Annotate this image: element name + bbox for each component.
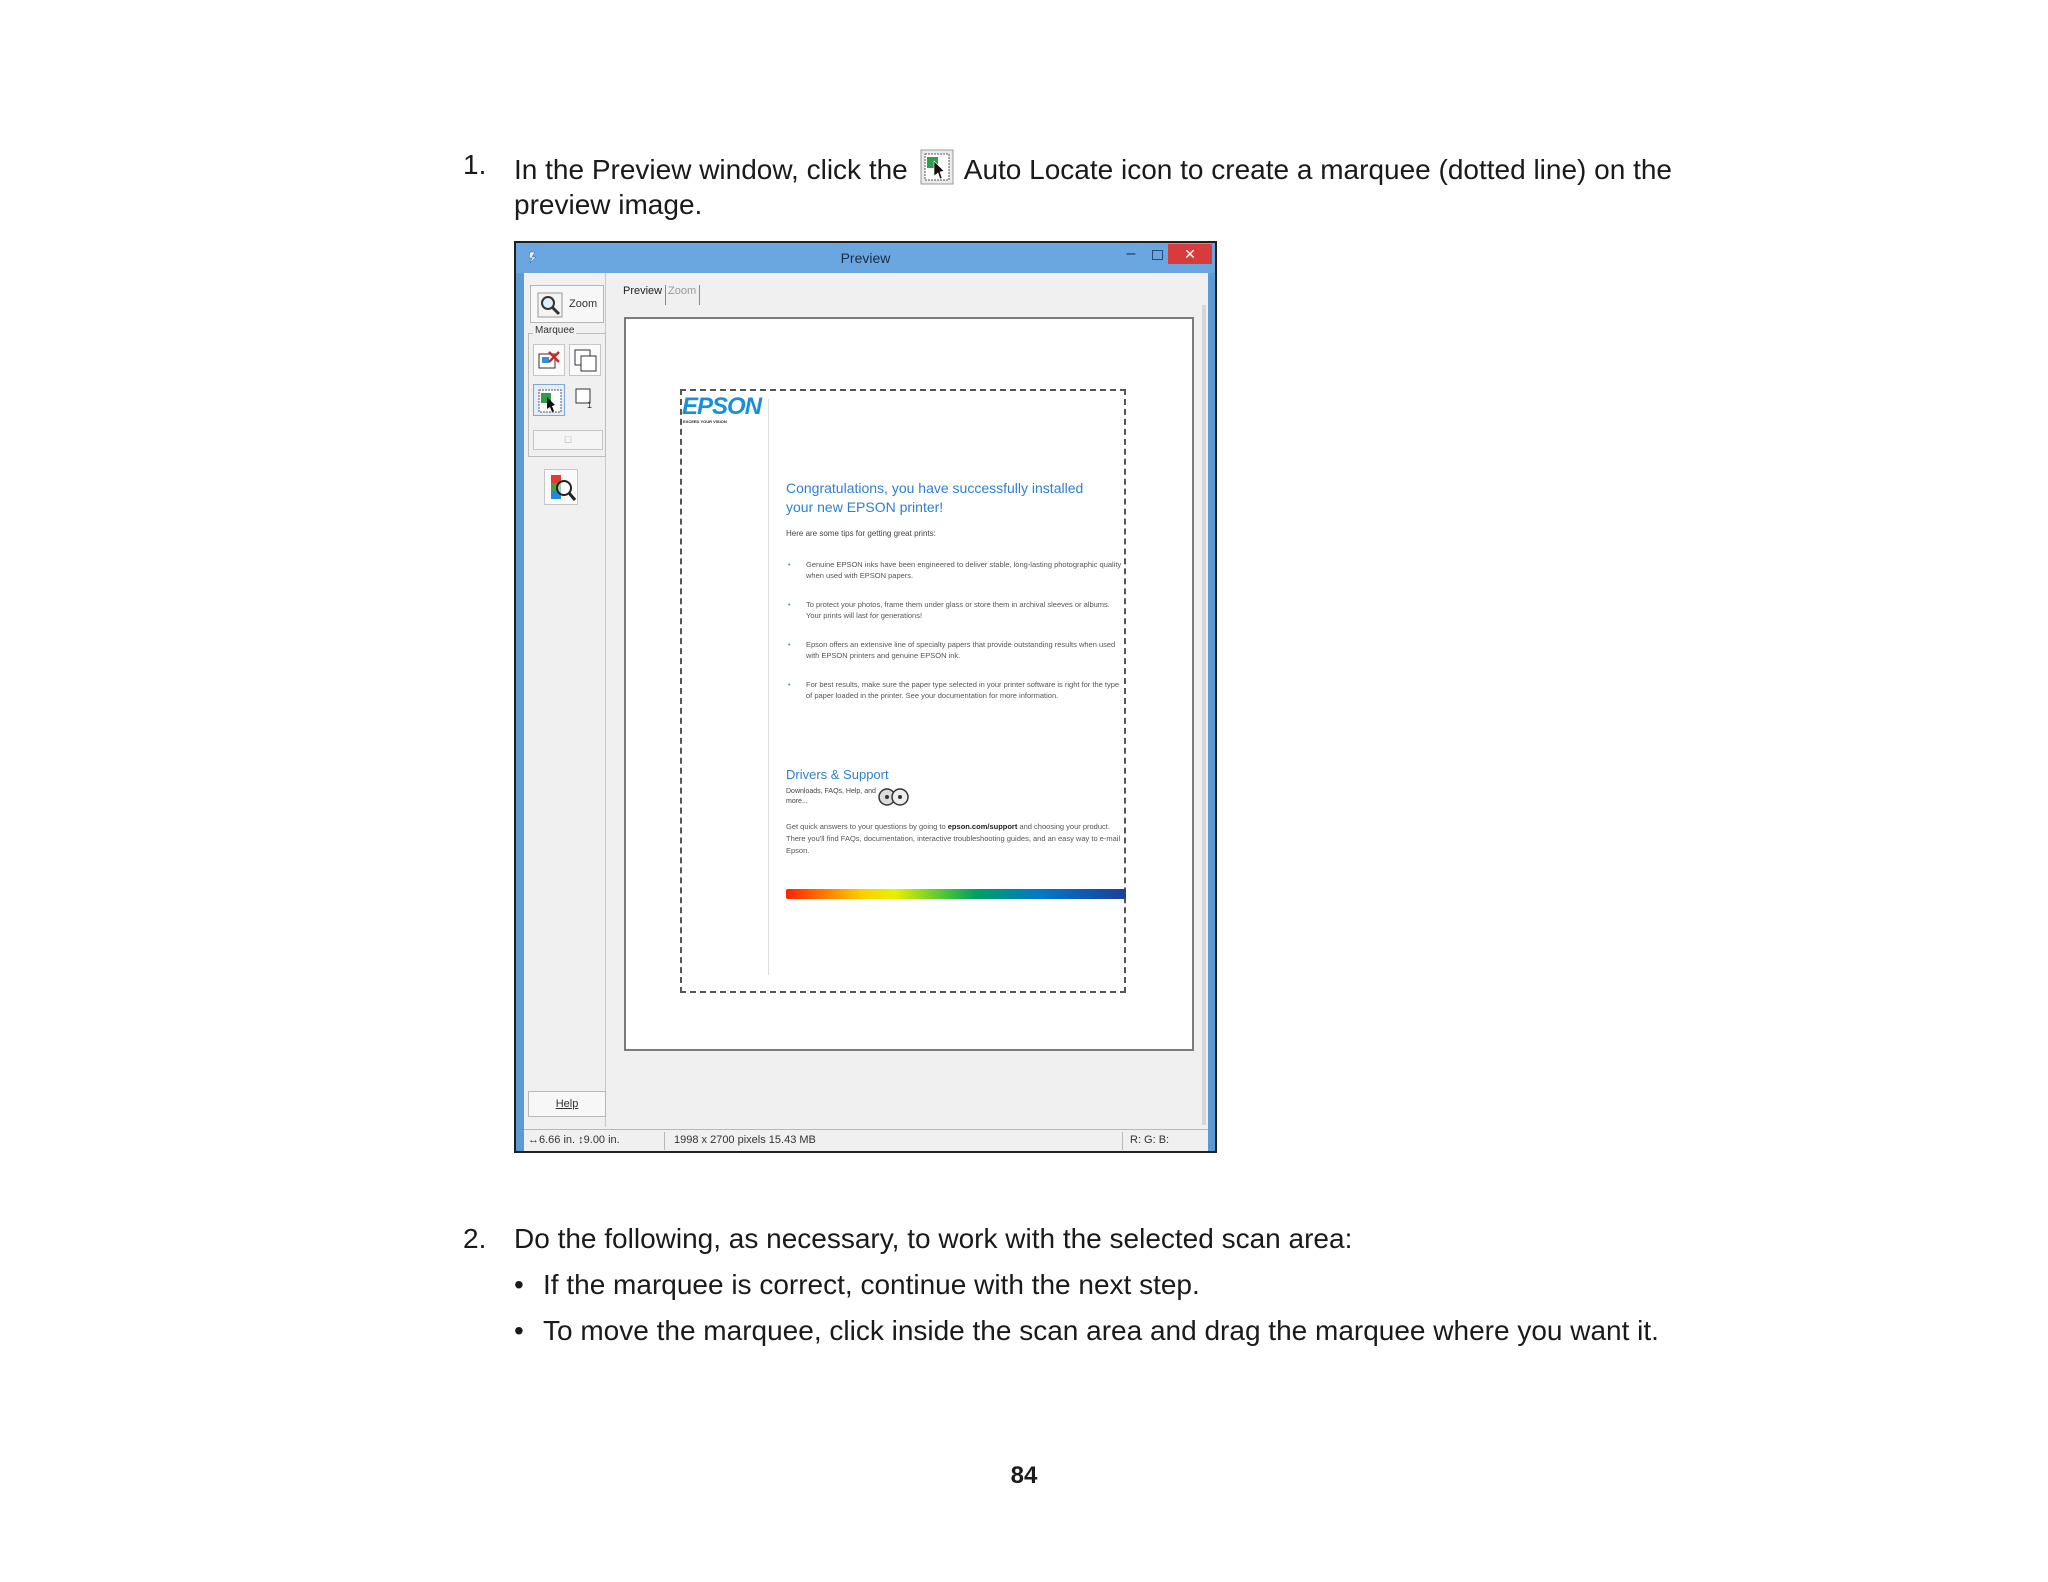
marquee-group (528, 325, 606, 457)
preview-canvas[interactable] (624, 317, 1194, 1051)
delete-marquee-icon (537, 348, 563, 374)
auto-exposure-button[interactable] (544, 469, 578, 505)
page-tips-list (786, 559, 1122, 719)
step-1-number: 1. (463, 149, 487, 180)
auto-locate-button[interactable] (533, 384, 565, 416)
window-client-area (524, 273, 1208, 1146)
window-title: Preview (840, 250, 891, 266)
delete-marquee-button[interactable] (533, 344, 565, 376)
tool-panel (524, 273, 606, 1127)
zoom-button-label: Zoom (569, 298, 598, 310)
page-heading: Congratulations, you have successfully installed your new EPSON printer! (786, 480, 1084, 515)
marquee-option-button[interactable]: ☐ (533, 430, 603, 450)
maximize-button[interactable] (1146, 247, 1168, 265)
scanned-page (680, 389, 1124, 989)
epson-tagline: EXCEED YOUR VISION (683, 419, 727, 424)
list-item: • For best results, make sure the paper type selected in your printer software is right for the type of paper loaded in the printer. See your documentation for more information. (788, 680, 1120, 700)
status-bar (524, 1129, 1208, 1151)
marquee-group-label: Marquee (535, 325, 575, 336)
copy-marquee-button[interactable] (569, 344, 601, 376)
support-link-text: epson.com/support (947, 822, 1018, 831)
preview-window (514, 241, 1217, 1153)
page-intro: Here are some tips for getting great prints: (786, 529, 936, 538)
magnifier-icon (537, 292, 563, 318)
auto-locate-icon (537, 388, 563, 414)
step-1-text (514, 149, 1684, 221)
status-dimensions: ↔6.66 in. ↕9.00 in. (528, 1134, 620, 1146)
marquee-counter-box (569, 384, 601, 416)
list-item: • If the marquee is correct, continue with the next step. (514, 1269, 1200, 1300)
step-2-bullets (514, 1269, 1684, 1361)
drivers-heading: Drivers & Support (786, 767, 889, 782)
support-paragraph: Get quick answers to your questions by going to epson.com/support and choosing your product. There you'll find FAQs, documentation, interactive troubleshooting guides, and an easy way to e-mail Epson. (786, 822, 1121, 855)
epson-logo: EPSON (682, 393, 762, 420)
tab-preview[interactable]: Preview (620, 285, 666, 305)
page-divider (768, 399, 769, 975)
drivers-subtext: Downloads, FAQs, Help, and more... (786, 788, 876, 805)
marquee-count: 1 (587, 400, 593, 410)
status-pixels: 1998 x 2700 pixels 15.43 MB (674, 1134, 816, 1146)
step-1-text-after: Auto Locate icon to create a marquee (dotted line) on the preview image. (514, 154, 1672, 220)
scrollbar-edge (1202, 305, 1206, 1125)
status-rgb: R: G: B: (1130, 1134, 1170, 1146)
page-number: 84 (1010, 1462, 1038, 1489)
tab-zoom[interactable]: Zoom (665, 285, 700, 305)
title-bar[interactable] (516, 243, 1215, 273)
list-item: • Genuine EPSON inks have been engineered to deliver stable, long-lasting photographic quality when used with EPSON papers. (788, 560, 1122, 580)
zoom-button[interactable] (530, 285, 604, 323)
step-1-text-before: In the Preview window, click the (514, 154, 908, 185)
marquee-square-icon (572, 387, 598, 413)
close-button[interactable]: ✕ (1168, 244, 1212, 264)
minimize-button[interactable]: – (1126, 245, 1136, 262)
list-item: • To move the marquee, click inside the scan area and drag the marquee where you want it. (514, 1315, 1659, 1346)
auto-exposure-icon (547, 472, 577, 504)
help-button[interactable]: Help (528, 1091, 606, 1117)
rainbow-bar (786, 889, 1126, 899)
copy-marquee-icon (573, 348, 599, 374)
list-item: • Epson offers an extensive line of specialty papers that provide outstanding results when used with EPSON printers and genuine EPSON ink. (788, 640, 1116, 660)
auto-locate-icon (920, 149, 954, 189)
step-2-number: 2. (463, 1223, 487, 1254)
disc-icon (876, 787, 910, 807)
list-item: • To protect your photos, frame them under glass or store them in archival sleeves or albums. Your prints will last for generations! (788, 600, 1110, 620)
step-2-text: Do the following, as necessary, to work with the selected scan area: (514, 1223, 1353, 1254)
